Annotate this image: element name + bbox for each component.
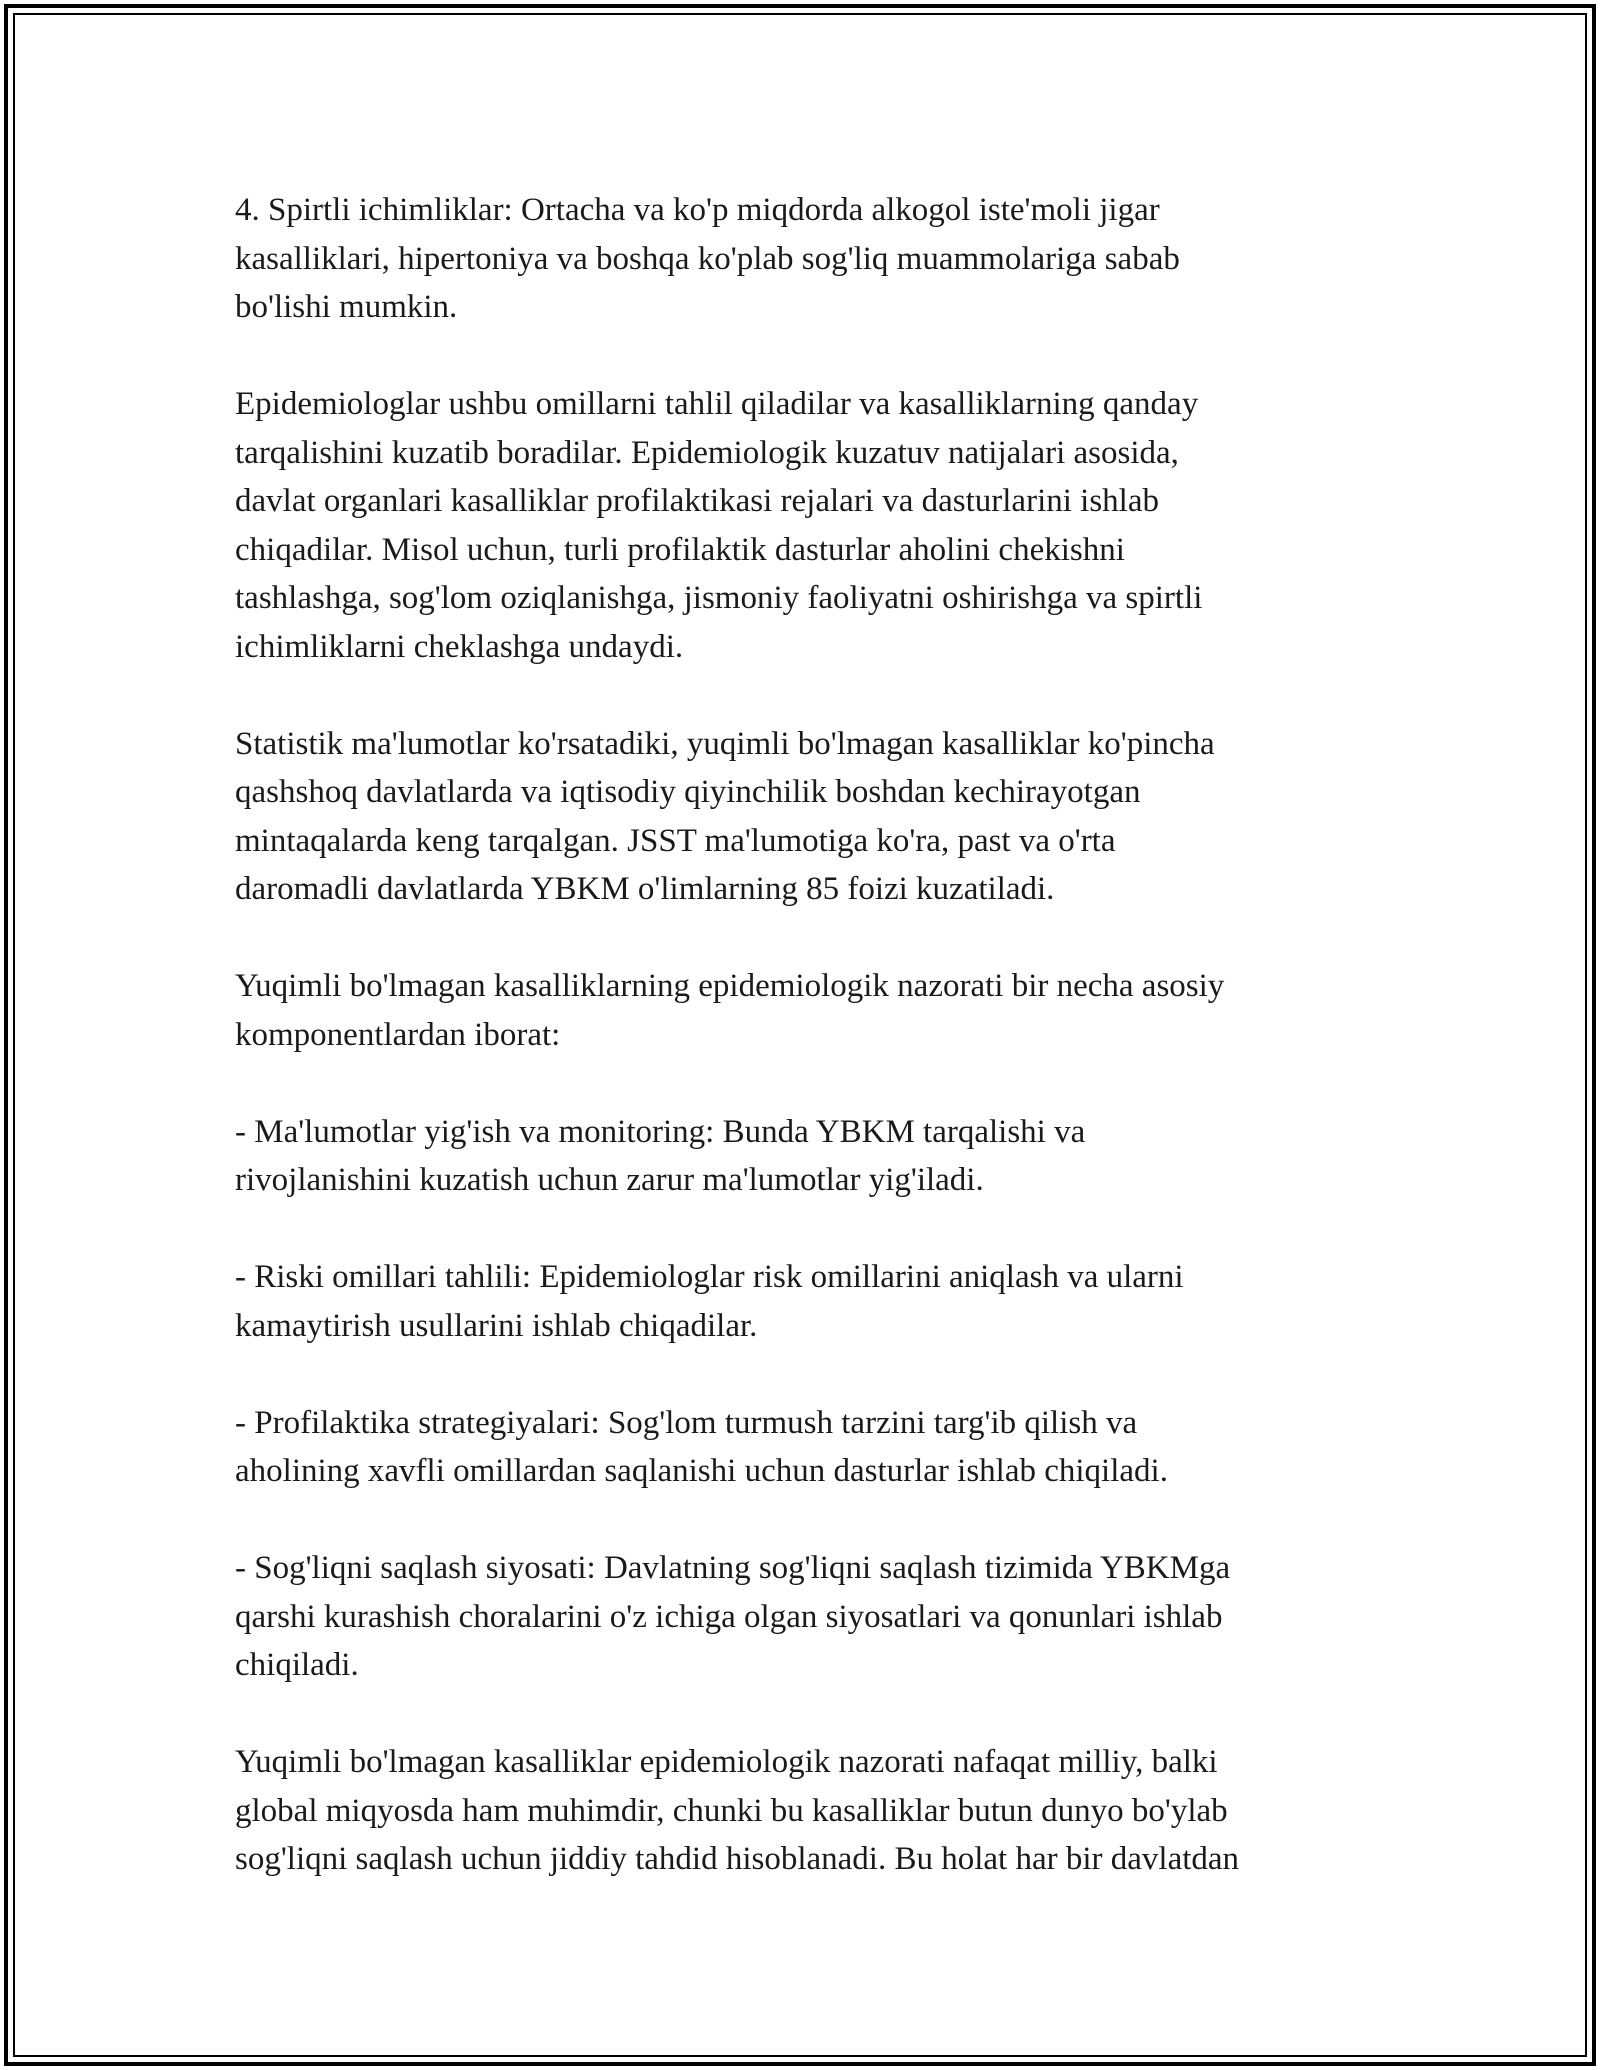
paragraph-global-importance	[235, 1738, 1365, 1884]
text-line: kasalliklari, hipertoniya va boshqa ko'plab sog'liq muammolariga sabab	[235, 240, 1180, 277]
text-line: Epidemiologlar ushbu omillarni tahlil qiladilar va kasalliklarning qanday	[235, 386, 1199, 422]
text-line: qashshoq davlatlarda va iqtisodiy qiyinchilik boshdan kechirayotgan	[235, 774, 1141, 810]
text-line: chiqiladi.	[235, 1647, 359, 1683]
text-line: aholining xavfli omillardan saqlanishi uchun dasturlar ishlab chiqiladi.	[235, 1453, 1168, 1489]
text-line: mintaqalarda keng tarqalgan. JSST ma'lumotiga ko'ra, past va o'rta	[235, 822, 1116, 859]
list-item-prevention	[235, 1399, 1365, 1496]
text-line: tashlashga, sog'lom oziqlanishga, jismoniy faoliyatni oshirishga va spirtli	[235, 580, 1203, 616]
text-line: kamaytirish usullarini ishlab chiqadilar.	[235, 1307, 758, 1344]
text-line: sog'liqni saqlash uchun jiddiy tahdid hisoblanadi. Bu holat har bir davlatdan	[235, 1841, 1240, 1877]
list-item-risk-analysis	[235, 1253, 1365, 1350]
text-line: - Sog'liqni saqlash siyosati: Davlatning sog'liqni saqlash tizimida YBKMga	[235, 1550, 1231, 1586]
document-body	[235, 186, 1365, 1932]
text-line: chiqadilar. Misol uchun, turli profilaktik dasturlar aholini chekishni	[235, 531, 1125, 568]
text-line: komponentlardan iborat:	[235, 1016, 561, 1053]
paragraph-components-intro	[235, 962, 1365, 1059]
text-line: ichimliklarni cheklashga undaydi.	[235, 628, 684, 665]
text-line: - Profilaktika strategiyalari: Sog'lom turmush tarzini targ'ib qilish va	[235, 1404, 1138, 1441]
paragraph-alcohol-risk	[235, 186, 1365, 332]
paragraph-epidemiologists	[235, 380, 1365, 671]
text-line: - Riski omillari tahlili: Epidemiologlar risk omillarini aniqlash va ularni	[235, 1259, 1184, 1295]
list-item-data-collection	[235, 1108, 1365, 1205]
text-line: Yuqimli bo'lmagan kasalliklarning epidemiologik nazorati bir necha asosiy	[235, 968, 1225, 1004]
text-line: bo'lishi mumkin.	[235, 289, 458, 325]
text-line: davlat organlari kasalliklar profilaktikasi rejalari va dasturlarini ishlab	[235, 483, 1159, 519]
text-line: qarshi kurashish choralarini o'z ichiga olgan siyosatlari va qonunlari ishlab	[235, 1598, 1223, 1635]
text-line: Yuqimli bo'lmagan kasalliklar epidemiologik nazorati nafaqat milliy, balki	[235, 1744, 1218, 1780]
text-line: Statistik ma'lumotlar ko'rsatadiki, yuqimli bo'lmagan kasalliklar ko'pincha	[235, 725, 1215, 762]
text-line: global miqyosda ham muhimdir, chunki bu kasalliklar butun dunyo bo'ylab	[235, 1792, 1228, 1829]
text-line: rivojlanishini kuzatish uchun zarur ma'lumotlar yig'iladi.	[235, 1162, 984, 1198]
paragraph-statistics	[235, 720, 1365, 914]
list-item-health-policy	[235, 1544, 1365, 1690]
text-line: 4. Spirtli ichimliklar: Ortacha va ko'p miqdorda alkogol iste'moli jigar	[235, 192, 1160, 228]
text-line: - Ma'lumotlar yig'ish va monitoring: Bunda YBKM tarqalishi va	[235, 1113, 1086, 1150]
text-line: tarqalishini kuzatib boradilar. Epidemiologik kuzatuv natijalari asosida,	[235, 434, 1179, 471]
text-line: daromadli davlatlarda YBKM o'limlarning 85 foizi kuzatiladi.	[235, 871, 1055, 907]
